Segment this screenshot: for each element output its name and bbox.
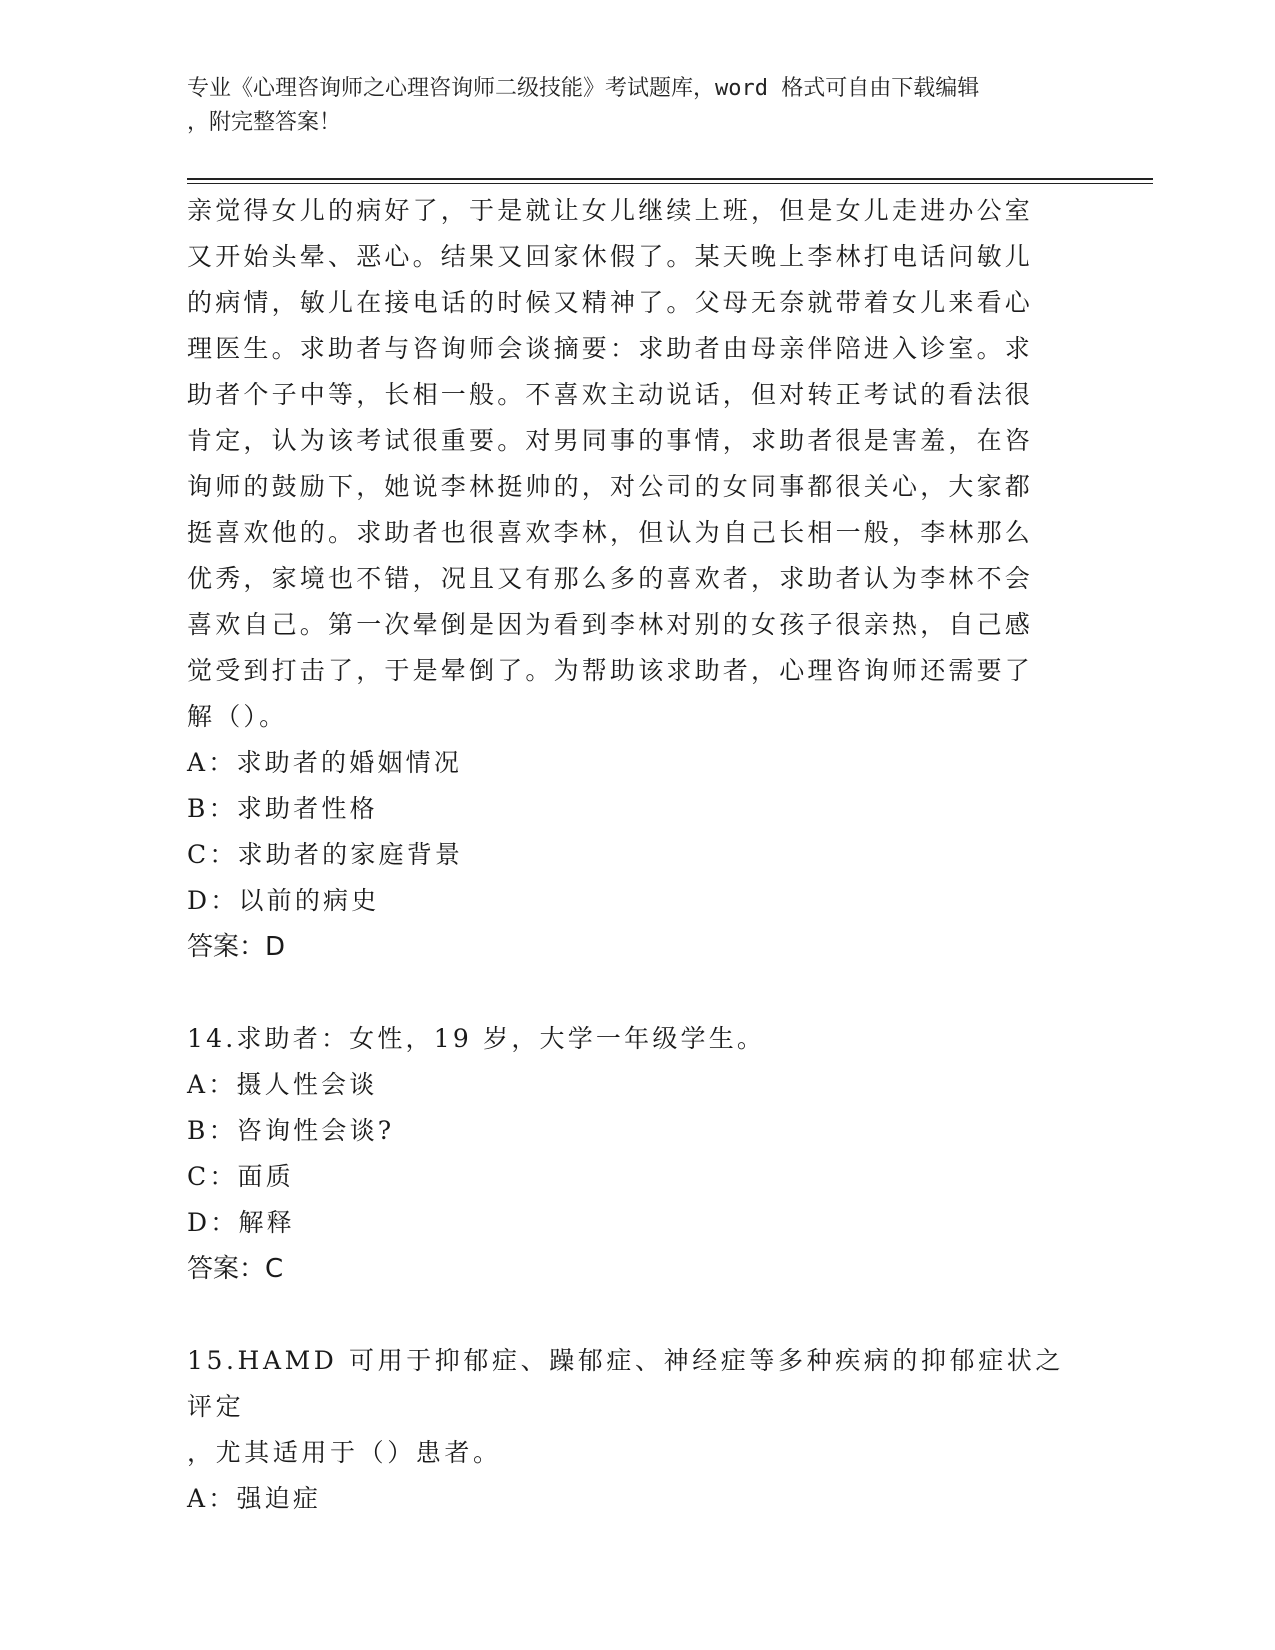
option-a: A：摄人性会谈 [187, 1070, 378, 1099]
text-line: 助者个子中等，长相一般。不喜欢主动说话，但对转正考试的看法很 [187, 380, 1034, 409]
text-line: 肯定，认为该考试很重要。对男同事的事情，求助者很是害羞，在咨 [187, 426, 1034, 455]
header-line-1: 专业《心理咨询师之心理咨询师二级技能》考试题库，word 格式可自由下载编辑 [187, 76, 980, 101]
option-b: B：求助者性格 [187, 794, 378, 823]
text-line: 又开始头晕、恶心。结果又回家休假了。某天晚上李林打电话问敏儿 [187, 242, 1034, 271]
option-c: C：求助者的家庭背景 [187, 840, 464, 869]
text-line: 的病情，敏儿在接电话的时候又精神了。父母无奈就带着女儿来看心 [187, 288, 1034, 317]
question-14 [187, 1016, 1087, 1292]
text-line: 理医生。求助者与咨询师会谈摘要：求助者由母亲伴陪进入诊室。求 [187, 334, 1034, 363]
option-c: C：面质 [187, 1162, 294, 1191]
text-line: 解（）。 [187, 702, 288, 731]
option-d: D：解释 [187, 1208, 295, 1237]
question-15 [187, 1338, 1087, 1522]
text-line: 喜欢自己。第一次晕倒是因为看到李林对别的女孩子很亲热，自己感 [187, 610, 1034, 639]
answer-label: 答案：D [187, 932, 286, 962]
option-a: A：强迫症 [187, 1484, 322, 1513]
text-line: 亲觉得女儿的病好了，于是就让女儿继续上班，但是女儿走进办公室 [187, 196, 1034, 225]
text-line: 优秀，家境也不错，况且又有那么多的喜欢者，求助者认为李林不会 [187, 564, 1034, 593]
spacer [187, 1292, 1087, 1338]
question-14-text: 14.求助者：女性，19 岁，大学一年级学生。 [187, 1024, 766, 1053]
option-b: B：咨询性会谈? [187, 1116, 395, 1145]
page-header [187, 72, 1087, 140]
header-rule-thin [187, 183, 1153, 184]
text-line: 觉受到打击了，于是晕倒了。为帮助该求助者，心理咨询师还需要了 [187, 656, 1034, 685]
question-13 [187, 188, 1087, 970]
text-line: 挺喜欢他的。求助者也很喜欢李林，但认为自己长相一般，李林那么 [187, 518, 1034, 547]
header-line-2: ，附完整答案！ [187, 110, 342, 135]
option-a: A：求助者的婚姻情况 [187, 748, 463, 777]
question-13-text [187, 188, 1087, 740]
option-d: D：以前的病史 [187, 886, 380, 915]
answer-label: 答案：C [187, 1254, 284, 1284]
spacer [187, 970, 1087, 1016]
question-15-text-cont: ，尤其适用于（）患者。 [187, 1438, 502, 1467]
header-rule [187, 178, 1153, 180]
question-15-text: 15.HAMD 可用于抑郁症、躁郁症、神经症等多种疾病的抑郁症状之评定 [187, 1346, 1065, 1421]
document-body [187, 188, 1087, 1522]
text-line: 询师的鼓励下，她说李林挺帅的，对公司的女同事都很关心，大家都 [187, 472, 1034, 501]
